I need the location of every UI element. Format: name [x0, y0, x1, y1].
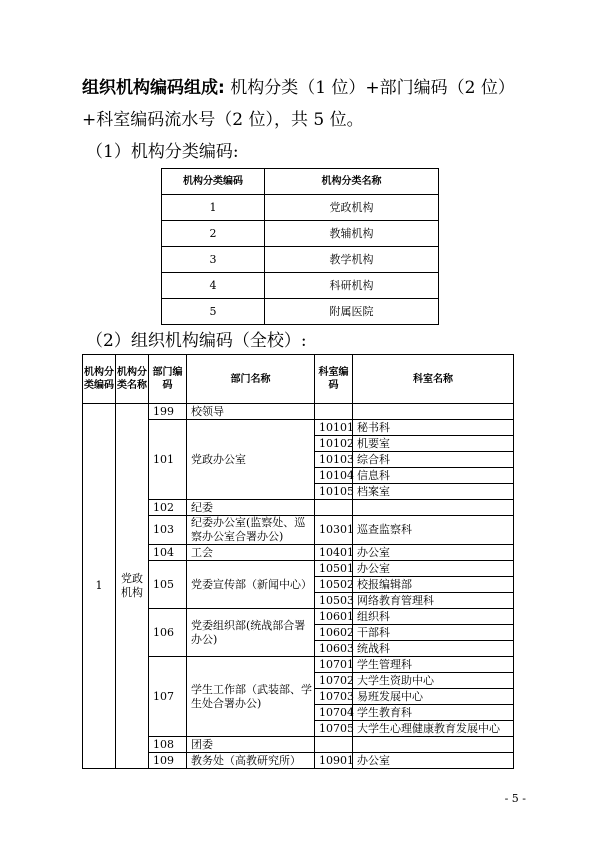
office-name-cell: 秘书科	[353, 420, 514, 436]
intro-text: 机构分类（1 位）+部门编码（2 位）+科室编码流水号（2 位），共 5 位。	[82, 78, 515, 130]
office-code-cell: 10401	[315, 545, 353, 561]
dept-name-cell: 工会	[187, 545, 315, 561]
office-code-cell: 10601	[315, 609, 353, 625]
dept-name-cell: 团委	[187, 737, 315, 753]
class-name-cell: 党政机构	[265, 195, 439, 221]
office-name-cell: 办公室	[353, 545, 514, 561]
table2-header: 机构分类名称	[116, 355, 149, 404]
office-code-cell: 10503	[315, 593, 353, 609]
org-code-table	[82, 354, 514, 769]
class-name-cell: 党政机构	[116, 404, 149, 769]
dept-code-cell: 101	[149, 420, 187, 500]
office-code-cell: 10105	[315, 484, 353, 500]
class-code-cell: 2	[162, 221, 265, 247]
office-code-cell: 10901	[315, 753, 353, 769]
class-code-cell: 1	[162, 195, 265, 221]
office-name-cell	[353, 737, 514, 753]
table1-header: 机构分类名称	[265, 169, 439, 195]
dept-name-cell: 教务处（高教研究所）	[187, 753, 315, 769]
dept-code-cell: 109	[149, 753, 187, 769]
office-name-cell: 巡查监察科	[353, 516, 514, 545]
class-code-table	[161, 168, 439, 325]
page-number: - 5 -	[504, 792, 526, 805]
intro-paragraph	[82, 72, 542, 136]
office-code-cell: 10103	[315, 452, 353, 468]
office-name-cell: 办公室	[353, 561, 514, 577]
class-name-cell: 附属医院	[265, 299, 439, 325]
office-name-cell: 大学生资助中心	[353, 673, 514, 689]
office-code-cell	[315, 404, 353, 420]
office-name-cell: 档案室	[353, 484, 514, 500]
office-name-cell: 机要室	[353, 436, 514, 452]
office-name-cell: 干部科	[353, 625, 514, 641]
table1-header-row	[162, 169, 439, 195]
office-code-cell: 10502	[315, 577, 353, 593]
office-name-cell: 组织科	[353, 609, 514, 625]
class-code-cell: 1	[83, 404, 116, 769]
class-name-cell: 教学机构	[265, 247, 439, 273]
dept-name-cell: 党委组织部(统战部合署办公)	[187, 609, 315, 657]
dept-name-cell: 纪委办公室(监察处、巡察办公室合署办公)	[187, 516, 315, 545]
office-code-cell: 10301	[315, 516, 353, 545]
office-code-cell: 10101	[315, 420, 353, 436]
office-name-cell: 大学生心理健康教育发展中心	[353, 721, 514, 737]
office-name-cell: 信息科	[353, 468, 514, 484]
table2-header: 部门编码	[149, 355, 187, 404]
section2-title: （2）组织机构编码（全校）:	[86, 331, 307, 351]
office-name-cell: 统战科	[353, 641, 514, 657]
office-name-cell: 综合科	[353, 452, 514, 468]
office-code-cell: 10705	[315, 721, 353, 737]
office-name-cell: 学生管理科	[353, 657, 514, 673]
dept-code-cell: 107	[149, 657, 187, 737]
office-code-cell: 10602	[315, 625, 353, 641]
section1-title: （1）机构分类编码:	[86, 142, 239, 162]
office-name-cell: 校报编辑部	[353, 577, 514, 593]
office-name-cell	[353, 404, 514, 420]
dept-code-cell: 108	[149, 737, 187, 753]
office-name-cell: 易班发展中心	[353, 689, 514, 705]
office-name-cell: 办公室	[353, 753, 514, 769]
dept-code-cell: 105	[149, 561, 187, 609]
office-code-cell: 10102	[315, 436, 353, 452]
table1-row	[162, 247, 439, 273]
table1-row	[162, 195, 439, 221]
office-name-cell: 网络教育管理科	[353, 593, 514, 609]
office-name-cell: 学生教育科	[353, 705, 514, 721]
dept-code-cell: 106	[149, 609, 187, 657]
dept-name-cell: 党委宣传部（新闻中心）	[187, 561, 315, 609]
office-code-cell: 10104	[315, 468, 353, 484]
table1-header: 机构分类编码	[162, 169, 265, 195]
office-code-cell: 10704	[315, 705, 353, 721]
dept-code-cell: 103	[149, 516, 187, 545]
dept-code-cell: 102	[149, 500, 187, 516]
class-code-cell: 5	[162, 299, 265, 325]
office-code-cell: 10703	[315, 689, 353, 705]
intro-bold: 组织机构编码组成:	[82, 78, 225, 98]
table1-row	[162, 273, 439, 299]
table2-header: 科室名称	[353, 355, 514, 404]
class-name-cell: 科研机构	[265, 273, 439, 299]
office-code-cell: 10701	[315, 657, 353, 673]
table2-header: 部门名称	[187, 355, 315, 404]
table1-row	[162, 299, 439, 325]
table2-header: 科室编码	[315, 355, 353, 404]
office-code-cell	[315, 500, 353, 516]
class-name-cell: 教辅机构	[265, 221, 439, 247]
table2-header: 机构分类编码	[83, 355, 116, 404]
office-code-cell: 10501	[315, 561, 353, 577]
dept-code-cell: 104	[149, 545, 187, 561]
class-code-cell: 4	[162, 273, 265, 299]
dept-name-cell: 校领导	[187, 404, 315, 420]
office-code-cell: 10702	[315, 673, 353, 689]
office-code-cell	[315, 737, 353, 753]
table1-row	[162, 221, 439, 247]
table2-row	[83, 404, 514, 420]
class-code-cell: 3	[162, 247, 265, 273]
dept-name-cell: 学生工作部（武装部、学生处合署办公)	[187, 657, 315, 737]
dept-name-cell: 纪委	[187, 500, 315, 516]
dept-code-cell: 199	[149, 404, 187, 420]
office-code-cell: 10603	[315, 641, 353, 657]
dept-name-cell: 党政办公室	[187, 420, 315, 500]
table2-header-row	[83, 355, 514, 404]
office-name-cell	[353, 500, 514, 516]
